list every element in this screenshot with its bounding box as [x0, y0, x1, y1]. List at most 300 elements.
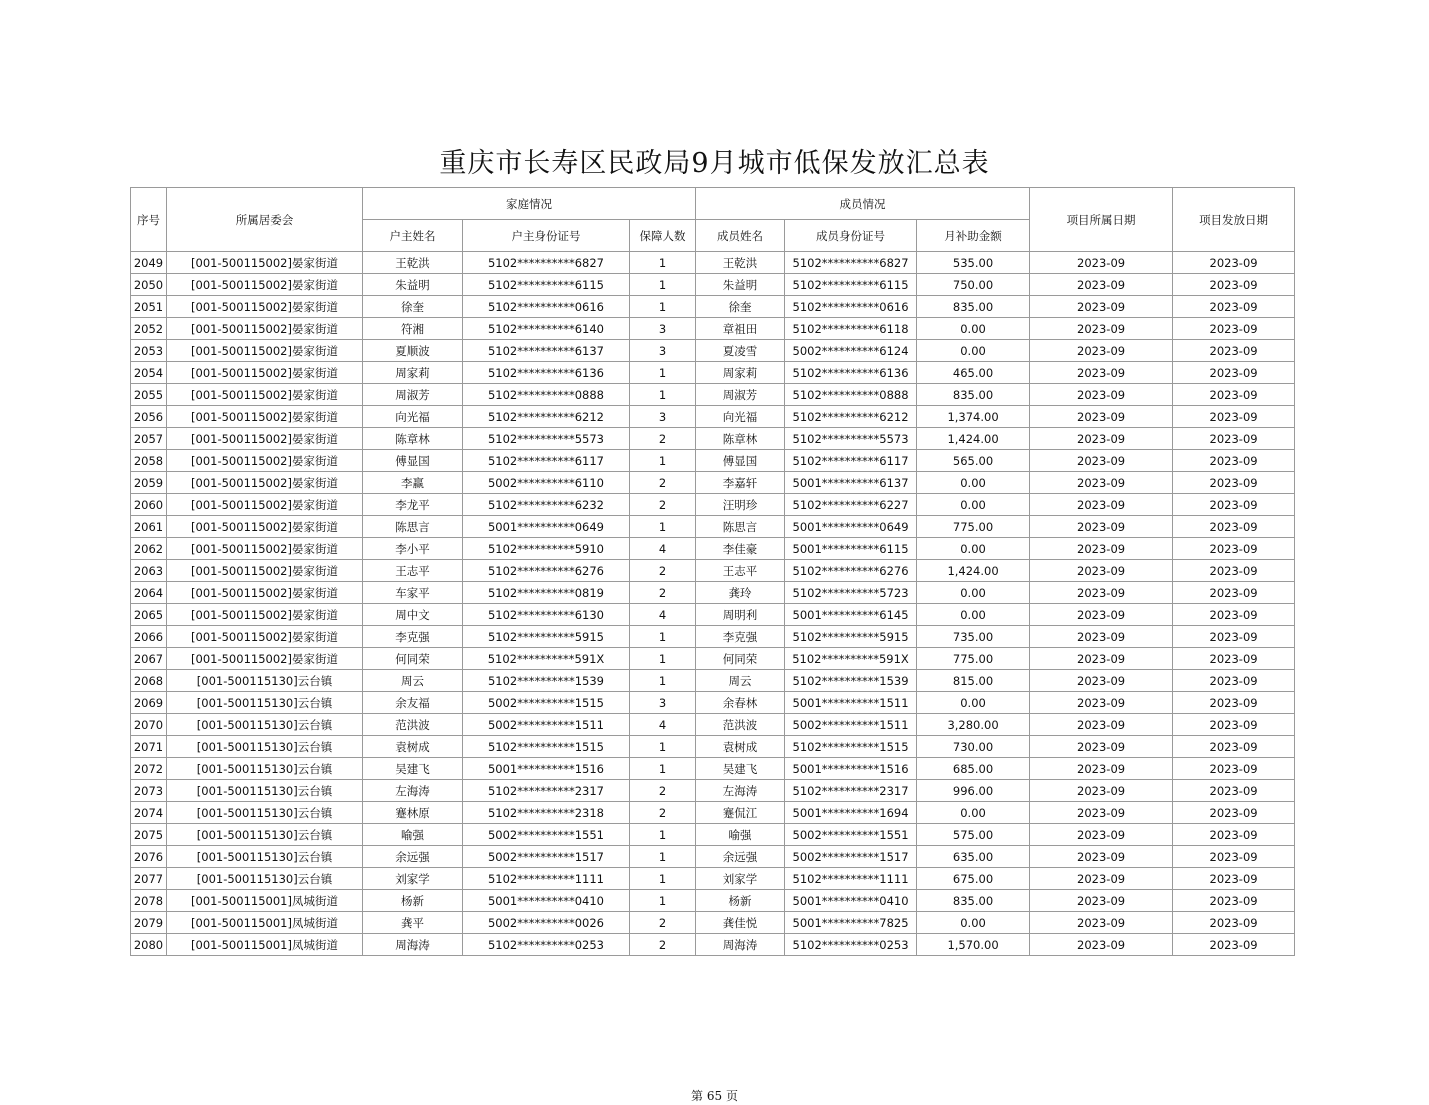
cell-covered: 2: [630, 560, 696, 582]
cell-project-date: 2023-09: [1030, 758, 1173, 780]
cell-issue-date: 2023-09: [1173, 648, 1295, 670]
cell-issue-date: 2023-09: [1173, 450, 1295, 472]
cell-issue-date: 2023-09: [1173, 868, 1295, 890]
cell-seq: 2079: [131, 912, 167, 934]
cell-issue-date: 2023-09: [1173, 318, 1295, 340]
cell-member-id: 5102**********0888: [785, 384, 917, 406]
cell-subsidy: 1,570.00: [917, 934, 1030, 956]
cell-seq: 2050: [131, 274, 167, 296]
cell-head-id: 5102**********6276: [463, 560, 630, 582]
table-row: [131, 406, 1295, 428]
table-row: [131, 362, 1295, 384]
cell-seq: 2076: [131, 846, 167, 868]
header-member-name: 成员姓名: [696, 220, 785, 252]
cell-member-id: 5001**********6115: [785, 538, 917, 560]
cell-head-name: 左海涛: [363, 780, 463, 802]
table-row: [131, 714, 1295, 736]
cell-covered: 1: [630, 450, 696, 472]
cell-head-id: 5102**********0819: [463, 582, 630, 604]
cell-subsidy: 535.00: [917, 252, 1030, 274]
cell-member-id: 5102**********0616: [785, 296, 917, 318]
cell-member-id: 5102**********6212: [785, 406, 917, 428]
cell-head-name: 王乾洪: [363, 252, 463, 274]
cell-head-name: 余友福: [363, 692, 463, 714]
cell-subsidy: 835.00: [917, 296, 1030, 318]
cell-project-date: 2023-09: [1030, 912, 1173, 934]
cell-seq: 2068: [131, 670, 167, 692]
cell-issue-date: 2023-09: [1173, 802, 1295, 824]
cell-seq: 2069: [131, 692, 167, 714]
cell-member-name: 龚玲: [696, 582, 785, 604]
cell-covered: 3: [630, 692, 696, 714]
cell-project-date: 2023-09: [1030, 670, 1173, 692]
cell-head-name: 朱益明: [363, 274, 463, 296]
cell-head-id: 5102**********6232: [463, 494, 630, 516]
table-row: [131, 428, 1295, 450]
cell-seq: 2061: [131, 516, 167, 538]
cell-covered: 2: [630, 472, 696, 494]
cell-seq: 2066: [131, 626, 167, 648]
cell-covered: 4: [630, 714, 696, 736]
cell-head-id: 5102**********1539: [463, 670, 630, 692]
cell-member-id: 5102**********6136: [785, 362, 917, 384]
table-row: [131, 824, 1295, 846]
cell-member-id: 5001**********0410: [785, 890, 917, 912]
cell-member-name: 王乾洪: [696, 252, 785, 274]
table-row: [131, 384, 1295, 406]
cell-committee: [001-500115002]晏家街道: [167, 340, 363, 362]
table-row: [131, 692, 1295, 714]
cell-issue-date: 2023-09: [1173, 846, 1295, 868]
cell-seq: 2055: [131, 384, 167, 406]
table-row: [131, 472, 1295, 494]
cell-head-name: 李龙平: [363, 494, 463, 516]
table-row: [131, 802, 1295, 824]
cell-head-id: 5102**********6827: [463, 252, 630, 274]
cell-head-name: 李小平: [363, 538, 463, 560]
cell-seq: 2063: [131, 560, 167, 582]
cell-project-date: 2023-09: [1030, 714, 1173, 736]
cell-member-id: 5102**********5723: [785, 582, 917, 604]
cell-head-name: 周淑芳: [363, 384, 463, 406]
cell-project-date: 2023-09: [1030, 736, 1173, 758]
cell-covered: 2: [630, 934, 696, 956]
cell-member-id: 5102**********6227: [785, 494, 917, 516]
cell-subsidy: 0.00: [917, 472, 1030, 494]
cell-covered: 1: [630, 824, 696, 846]
table-row: [131, 934, 1295, 956]
header-covered: 保障人数: [630, 220, 696, 252]
cell-issue-date: 2023-09: [1173, 296, 1295, 318]
cell-head-name: 杨新: [363, 890, 463, 912]
table-row: [131, 780, 1295, 802]
cell-head-id: 5102**********0616: [463, 296, 630, 318]
cell-member-id: 5001**********6137: [785, 472, 917, 494]
cell-covered: 1: [630, 626, 696, 648]
cell-member-name: 周家莉: [696, 362, 785, 384]
cell-committee: [001-500115002]晏家街道: [167, 560, 363, 582]
cell-member-id: 5001**********7825: [785, 912, 917, 934]
table-row: [131, 494, 1295, 516]
cell-member-name: 喻强: [696, 824, 785, 846]
cell-seq: 2062: [131, 538, 167, 560]
cell-seq: 2064: [131, 582, 167, 604]
table-row: [131, 274, 1295, 296]
table-row: [131, 604, 1295, 626]
cell-seq: 2071: [131, 736, 167, 758]
cell-committee: [001-500115002]晏家街道: [167, 648, 363, 670]
cell-subsidy: 575.00: [917, 824, 1030, 846]
cell-head-name: 周家莉: [363, 362, 463, 384]
cell-subsidy: 0.00: [917, 692, 1030, 714]
cell-head-name: 范洪波: [363, 714, 463, 736]
cell-member-id: 5002**********1511: [785, 714, 917, 736]
cell-subsidy: 565.00: [917, 450, 1030, 472]
cell-head-name: 龚平: [363, 912, 463, 934]
cell-covered: 2: [630, 428, 696, 450]
cell-member-id: 5001**********1516: [785, 758, 917, 780]
table-row: [131, 758, 1295, 780]
cell-issue-date: 2023-09: [1173, 560, 1295, 582]
cell-project-date: 2023-09: [1030, 252, 1173, 274]
cell-member-id: 5102**********0253: [785, 934, 917, 956]
cell-member-name: 李克强: [696, 626, 785, 648]
table-row: [131, 912, 1295, 934]
cell-issue-date: 2023-09: [1173, 758, 1295, 780]
cell-head-name: 余远强: [363, 846, 463, 868]
cell-project-date: 2023-09: [1030, 802, 1173, 824]
table-row: [131, 450, 1295, 472]
table-row: [131, 296, 1295, 318]
cell-head-id: 5102**********0253: [463, 934, 630, 956]
cell-member-id: 5001**********0649: [785, 516, 917, 538]
cell-project-date: 2023-09: [1030, 516, 1173, 538]
cell-subsidy: 3,280.00: [917, 714, 1030, 736]
cell-head-id: 5102**********2317: [463, 780, 630, 802]
cell-committee: [001-500115002]晏家街道: [167, 384, 363, 406]
cell-subsidy: 1,424.00: [917, 428, 1030, 450]
cell-seq: 2065: [131, 604, 167, 626]
cell-project-date: 2023-09: [1030, 494, 1173, 516]
cell-covered: 1: [630, 362, 696, 384]
cell-subsidy: 835.00: [917, 384, 1030, 406]
cell-member-id: 5102**********591X: [785, 648, 917, 670]
cell-subsidy: 750.00: [917, 274, 1030, 296]
cell-issue-date: 2023-09: [1173, 384, 1295, 406]
cell-subsidy: 0.00: [917, 538, 1030, 560]
cell-project-date: 2023-09: [1030, 406, 1173, 428]
cell-member-name: 余远强: [696, 846, 785, 868]
cell-committee: [001-500115002]晏家街道: [167, 318, 363, 340]
cell-member-name: 傅显国: [696, 450, 785, 472]
cell-covered: 2: [630, 912, 696, 934]
cell-issue-date: 2023-09: [1173, 626, 1295, 648]
cell-head-name: 周中文: [363, 604, 463, 626]
cell-issue-date: 2023-09: [1173, 582, 1295, 604]
cell-covered: 1: [630, 516, 696, 538]
table-row: [131, 868, 1295, 890]
cell-head-id: 5102**********5573: [463, 428, 630, 450]
cell-issue-date: 2023-09: [1173, 780, 1295, 802]
cell-committee: [001-500115002]晏家街道: [167, 296, 363, 318]
cell-issue-date: 2023-09: [1173, 406, 1295, 428]
cell-subsidy: 0.00: [917, 318, 1030, 340]
cell-project-date: 2023-09: [1030, 538, 1173, 560]
cell-subsidy: 465.00: [917, 362, 1030, 384]
cell-issue-date: 2023-09: [1173, 912, 1295, 934]
cell-member-name: 周海涛: [696, 934, 785, 956]
cell-covered: 2: [630, 494, 696, 516]
cell-member-id: 5102**********5573: [785, 428, 917, 450]
cell-covered: 1: [630, 758, 696, 780]
cell-covered: 3: [630, 318, 696, 340]
cell-member-name: 徐奎: [696, 296, 785, 318]
header-committee: 所属居委会: [167, 188, 363, 252]
cell-head-name: 何同荣: [363, 648, 463, 670]
cell-head-name: 刘家学: [363, 868, 463, 890]
cell-subsidy: 0.00: [917, 912, 1030, 934]
cell-member-name: 向光福: [696, 406, 785, 428]
cell-head-id: 5001**********0649: [463, 516, 630, 538]
cell-issue-date: 2023-09: [1173, 934, 1295, 956]
cell-project-date: 2023-09: [1030, 362, 1173, 384]
cell-project-date: 2023-09: [1030, 890, 1173, 912]
cell-committee: [001-500115130]云台镇: [167, 692, 363, 714]
cell-project-date: 2023-09: [1030, 846, 1173, 868]
cell-subsidy: 0.00: [917, 604, 1030, 626]
cell-head-id: 5102**********6140: [463, 318, 630, 340]
cell-member-name: 王志平: [696, 560, 785, 582]
cell-member-id: 5102**********6117: [785, 450, 917, 472]
cell-subsidy: 815.00: [917, 670, 1030, 692]
cell-head-name: 吴建飞: [363, 758, 463, 780]
header-family-group: 家庭情况: [363, 188, 696, 220]
table-body: [131, 252, 1295, 956]
cell-seq: 2073: [131, 780, 167, 802]
table-row: [131, 670, 1295, 692]
cell-project-date: 2023-09: [1030, 582, 1173, 604]
cell-committee: [001-500115130]云台镇: [167, 736, 363, 758]
cell-member-id: 5102**********6276: [785, 560, 917, 582]
cell-seq: 2053: [131, 340, 167, 362]
cell-covered: 3: [630, 406, 696, 428]
cell-head-name: 蹇林原: [363, 802, 463, 824]
cell-project-date: 2023-09: [1030, 428, 1173, 450]
cell-member-id: 5102**********1111: [785, 868, 917, 890]
cell-member-name: 袁树成: [696, 736, 785, 758]
cell-member-name: 杨新: [696, 890, 785, 912]
cell-member-id: 5102**********1539: [785, 670, 917, 692]
header-member-group: 成员情况: [696, 188, 1030, 220]
cell-member-id: 5001**********6145: [785, 604, 917, 626]
table-row: [131, 252, 1295, 274]
cell-member-name: 夏凌雪: [696, 340, 785, 362]
cell-head-id: 5002**********6110: [463, 472, 630, 494]
cell-member-name: 何同荣: [696, 648, 785, 670]
cell-issue-date: 2023-09: [1173, 274, 1295, 296]
cell-committee: [001-500115130]云台镇: [167, 824, 363, 846]
cell-project-date: 2023-09: [1030, 318, 1173, 340]
cell-project-date: 2023-09: [1030, 626, 1173, 648]
page-title: 重庆市长寿区民政局9月城市低保发放汇总表: [439, 148, 990, 179]
cell-covered: 2: [630, 582, 696, 604]
cell-subsidy: 0.00: [917, 802, 1030, 824]
cell-seq: 2059: [131, 472, 167, 494]
cell-covered: 1: [630, 274, 696, 296]
header-head-id: 户主身份证号: [463, 220, 630, 252]
cell-committee: [001-500115001]凤城街道: [167, 912, 363, 934]
cell-head-name: 周海涛: [363, 934, 463, 956]
cell-project-date: 2023-09: [1030, 450, 1173, 472]
cell-member-name: 李佳豪: [696, 538, 785, 560]
cell-issue-date: 2023-09: [1173, 494, 1295, 516]
cell-project-date: 2023-09: [1030, 868, 1173, 890]
cell-seq: 2072: [131, 758, 167, 780]
cell-member-name: 陈思言: [696, 516, 785, 538]
cell-member-id: 5102**********6115: [785, 274, 917, 296]
cell-issue-date: 2023-09: [1173, 714, 1295, 736]
cell-committee: [001-500115002]晏家街道: [167, 274, 363, 296]
cell-head-id: 5102**********5915: [463, 626, 630, 648]
cell-issue-date: 2023-09: [1173, 670, 1295, 692]
cell-member-name: 余春林: [696, 692, 785, 714]
cell-head-name: 陈章林: [363, 428, 463, 450]
cell-committee: [001-500115130]云台镇: [167, 670, 363, 692]
cell-committee: [001-500115130]云台镇: [167, 846, 363, 868]
cell-committee: [001-500115002]晏家街道: [167, 582, 363, 604]
header-subsidy: 月补助金额: [917, 220, 1030, 252]
cell-subsidy: 0.00: [917, 582, 1030, 604]
cell-committee: [001-500115130]云台镇: [167, 758, 363, 780]
cell-seq: 2080: [131, 934, 167, 956]
cell-head-name: 周云: [363, 670, 463, 692]
cell-seq: 2070: [131, 714, 167, 736]
cell-member-name: 周淑芳: [696, 384, 785, 406]
cell-member-name: 左海涛: [696, 780, 785, 802]
cell-head-id: 5102**********5910: [463, 538, 630, 560]
cell-head-name: 喻强: [363, 824, 463, 846]
cell-committee: [001-500115002]晏家街道: [167, 494, 363, 516]
cell-head-id: 5002**********1515: [463, 692, 630, 714]
cell-committee: [001-500115002]晏家街道: [167, 252, 363, 274]
cell-committee: [001-500115002]晏家街道: [167, 626, 363, 648]
cell-member-id: 5102**********1515: [785, 736, 917, 758]
cell-head-id: 5102**********6212: [463, 406, 630, 428]
cell-committee: [001-500115002]晏家街道: [167, 516, 363, 538]
cell-covered: 1: [630, 648, 696, 670]
cell-head-name: 李赢: [363, 472, 463, 494]
cell-seq: 2049: [131, 252, 167, 274]
cell-seq: 2052: [131, 318, 167, 340]
cell-project-date: 2023-09: [1030, 340, 1173, 362]
table-row: [131, 582, 1295, 604]
header-head-name: 户主姓名: [363, 220, 463, 252]
cell-head-id: 5001**********0410: [463, 890, 630, 912]
table-row: [131, 538, 1295, 560]
cell-subsidy: 1,424.00: [917, 560, 1030, 582]
table-row: [131, 318, 1295, 340]
cell-committee: [001-500115002]晏家街道: [167, 428, 363, 450]
cell-subsidy: 835.00: [917, 890, 1030, 912]
cell-member-name: 周云: [696, 670, 785, 692]
cell-committee: [001-500115001]凤城街道: [167, 934, 363, 956]
cell-subsidy: 735.00: [917, 626, 1030, 648]
cell-covered: 4: [630, 538, 696, 560]
cell-covered: 1: [630, 670, 696, 692]
cell-member-id: 5102**********2317: [785, 780, 917, 802]
table-row: [131, 626, 1295, 648]
cell-head-id: 5102**********6115: [463, 274, 630, 296]
cell-seq: 2074: [131, 802, 167, 824]
cell-member-name: 汪明珍: [696, 494, 785, 516]
cell-member-name: 范洪波: [696, 714, 785, 736]
cell-member-name: 刘家学: [696, 868, 785, 890]
table-row: [131, 846, 1295, 868]
cell-committee: [001-500115130]云台镇: [167, 802, 363, 824]
cell-covered: 1: [630, 252, 696, 274]
cell-covered: 4: [630, 604, 696, 626]
cell-project-date: 2023-09: [1030, 604, 1173, 626]
cell-committee: [001-500115002]晏家街道: [167, 538, 363, 560]
cell-head-name: 向光福: [363, 406, 463, 428]
cell-issue-date: 2023-09: [1173, 516, 1295, 538]
cell-member-name: 龚佳悦: [696, 912, 785, 934]
cell-subsidy: 996.00: [917, 780, 1030, 802]
cell-seq: 2051: [131, 296, 167, 318]
cell-head-name: 夏顺波: [363, 340, 463, 362]
summary-table: [130, 187, 1295, 956]
table-row: [131, 890, 1295, 912]
cell-head-id: 5102**********6117: [463, 450, 630, 472]
cell-project-date: 2023-09: [1030, 648, 1173, 670]
cell-issue-date: 2023-09: [1173, 362, 1295, 384]
cell-member-id: 5102**********5915: [785, 626, 917, 648]
cell-head-id: 5002**********1551: [463, 824, 630, 846]
cell-covered: 3: [630, 340, 696, 362]
cell-covered: 2: [630, 802, 696, 824]
cell-project-date: 2023-09: [1030, 296, 1173, 318]
page-number: 第 65 页: [691, 1089, 738, 1103]
cell-head-id: 5102**********0888: [463, 384, 630, 406]
cell-committee: [001-500115002]晏家街道: [167, 604, 363, 626]
cell-project-date: 2023-09: [1030, 692, 1173, 714]
cell-issue-date: 2023-09: [1173, 692, 1295, 714]
cell-issue-date: 2023-09: [1173, 604, 1295, 626]
cell-head-id: 5102**********6137: [463, 340, 630, 362]
cell-project-date: 2023-09: [1030, 780, 1173, 802]
cell-subsidy: 775.00: [917, 516, 1030, 538]
cell-issue-date: 2023-09: [1173, 252, 1295, 274]
cell-head-id: 5001**********1516: [463, 758, 630, 780]
cell-covered: 1: [630, 846, 696, 868]
cell-covered: 2: [630, 780, 696, 802]
cell-subsidy: 730.00: [917, 736, 1030, 758]
cell-seq: 2067: [131, 648, 167, 670]
cell-head-id: 5002**********0026: [463, 912, 630, 934]
cell-subsidy: 0.00: [917, 340, 1030, 362]
cell-covered: 1: [630, 868, 696, 890]
cell-member-name: 陈章林: [696, 428, 785, 450]
cell-member-name: 蹇侃江: [696, 802, 785, 824]
cell-issue-date: 2023-09: [1173, 340, 1295, 362]
cell-committee: [001-500115130]云台镇: [167, 780, 363, 802]
cell-member-id: 5002**********1551: [785, 824, 917, 846]
cell-seq: 2060: [131, 494, 167, 516]
cell-project-date: 2023-09: [1030, 384, 1173, 406]
cell-member-id: 5002**********6124: [785, 340, 917, 362]
cell-head-name: 徐奎: [363, 296, 463, 318]
header-issue-date: 项目发放日期: [1173, 188, 1295, 252]
